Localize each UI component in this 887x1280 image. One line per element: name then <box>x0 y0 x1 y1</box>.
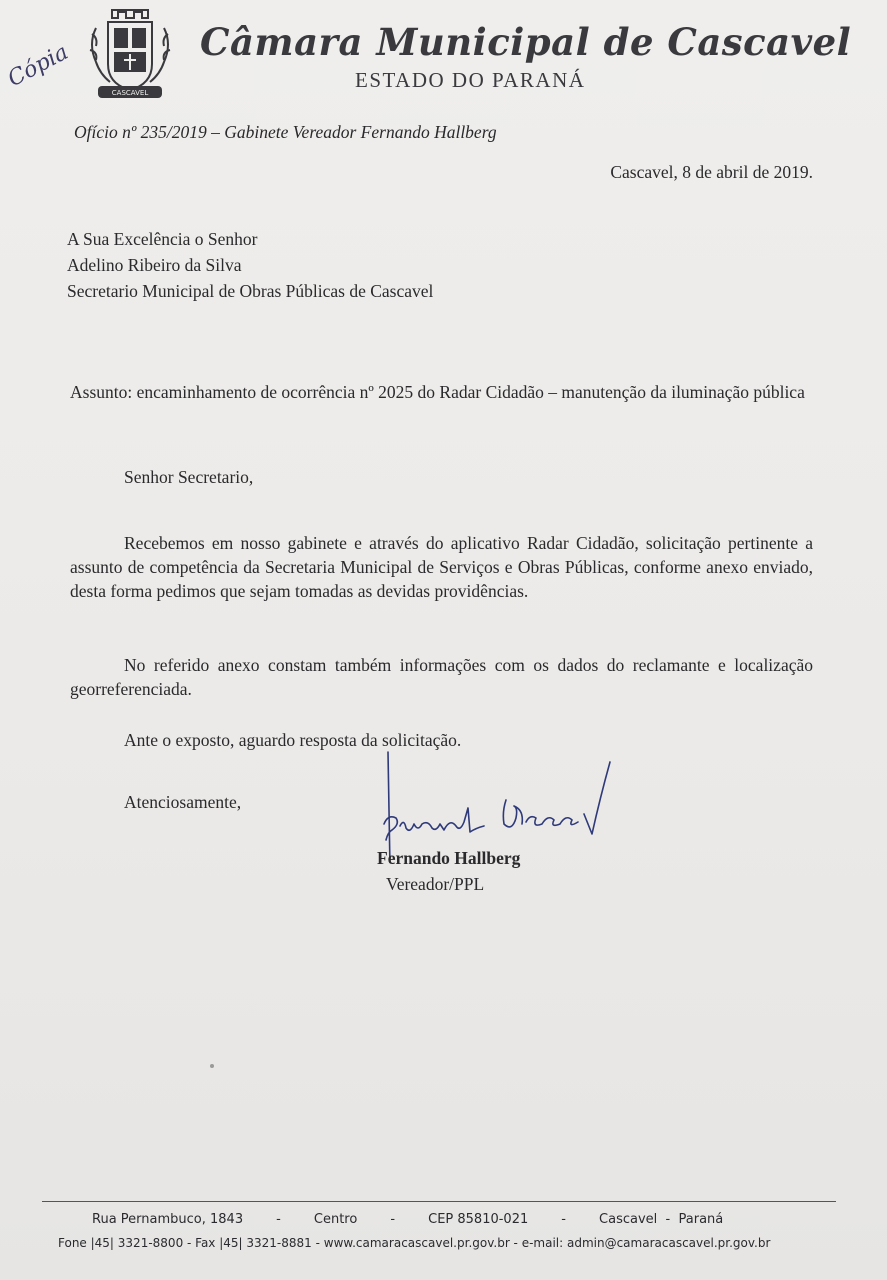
footer-contacts: Fone |45| 3321-8800 - Fax |45| 3321-8881 - www.camaracascavel.pr.gov.br - e-mail: admin@camaracascavel.pr.gov.br <box>58 1236 771 1250</box>
letter-subject: Assunto: encaminhamento de ocorrência nº 2025 do Radar Cidadão – manutenção da iluminação pública <box>70 382 805 402</box>
paper-speck <box>210 1064 214 1068</box>
chamber-name: Câmara Municipal de Cascavel <box>200 20 852 64</box>
body-paragraph: Ante o exposto, aguardo resposta da solicitação. <box>124 730 462 750</box>
letter-date: Cascavel, 8 de abril de 2019. <box>610 162 813 182</box>
footer-address: Rua Pernambuco, 1843 - Centro - CEP 85810-021 - Cascavel - Paraná <box>92 1212 724 1227</box>
handwritten-signature <box>366 748 626 858</box>
copy-stamp: Cópia <box>4 39 73 93</box>
state-name: ESTADO DO PARANÁ <box>355 68 586 92</box>
letter-closing: Atenciosamente, <box>124 792 242 812</box>
recipient-line: Secretario Municipal de Obras Públicas de Cascavel <box>67 281 434 301</box>
footer-divider <box>42 1201 836 1202</box>
letter-greeting: Senhor Secretario, <box>124 467 254 487</box>
body-paragraph: Recebemos em nosso gabinete e através do aplicativo Radar Cidadão, solicitação pertinente a assunto de competência da Secretaria Municipal de Serviços e Obras Públicas, conforme anexo enviado, desta forma pedimos que sejam tomadas as devidas providências. <box>70 533 813 601</box>
coat-of-arms-icon <box>82 4 178 102</box>
letter-reference: Ofício nº 235/2019 – Gabinete Vereador Fernando Hallberg <box>74 122 497 142</box>
signer-role: Vereador/PPL <box>386 874 485 894</box>
recipient-line: A Sua Excelência o Senhor <box>67 229 258 249</box>
recipient-block <box>67 226 433 304</box>
signer-name: Fernando Hallberg <box>377 848 521 868</box>
crest-label: CASCAVEL <box>111 89 149 97</box>
recipient-line: Adelino Ribeiro da Silva <box>67 255 242 275</box>
body-paragraph: No referido anexo constam também informações com os dados do reclamante e localização georreferenciada. <box>70 655 813 699</box>
